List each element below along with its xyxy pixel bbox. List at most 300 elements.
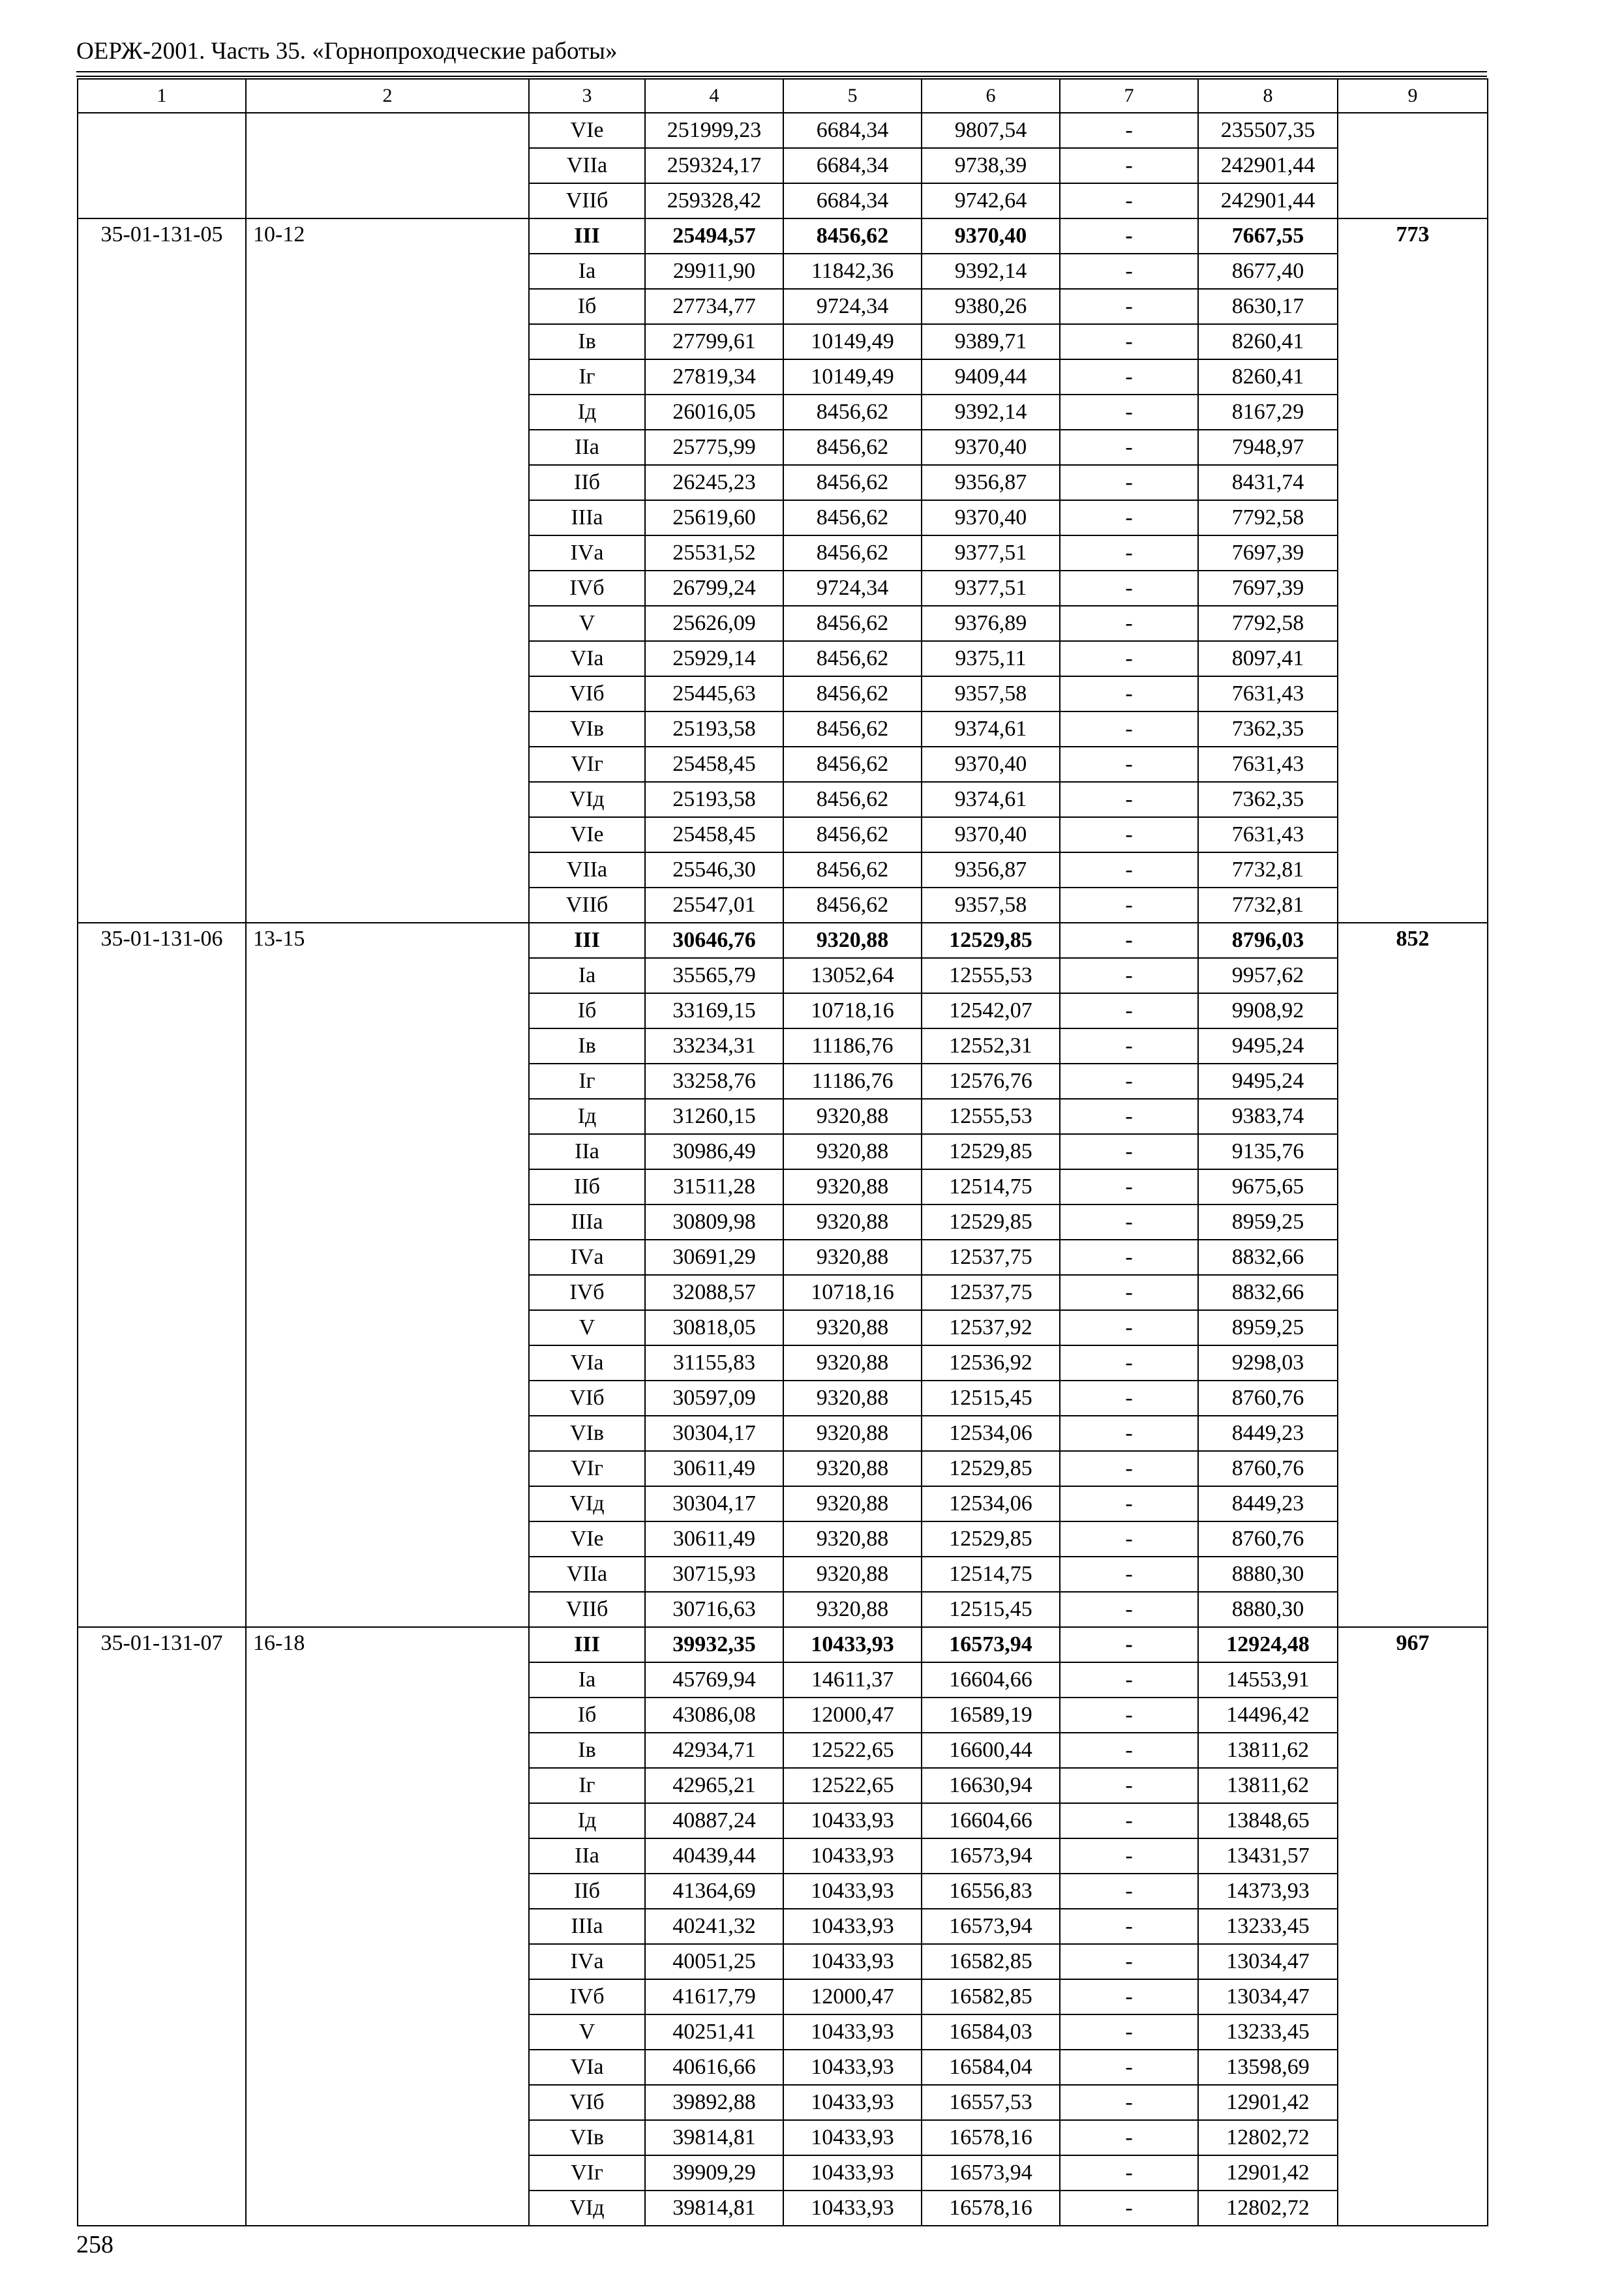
machinist-wages-cell: - bbox=[1060, 1451, 1198, 1486]
category-cell: VIб bbox=[529, 1381, 645, 1416]
total-cell: 30646,76 bbox=[645, 923, 783, 958]
category-cell: VIд bbox=[529, 2191, 645, 2226]
materials-cell: 8959,25 bbox=[1198, 1310, 1338, 1345]
total-cell: 26245,23 bbox=[645, 465, 783, 500]
materials-cell: 235507,35 bbox=[1198, 113, 1338, 148]
wages-cell: 10433,93 bbox=[783, 2155, 922, 2191]
machinist-wages-cell: - bbox=[1060, 2191, 1198, 2226]
machinist-wages-cell: - bbox=[1060, 500, 1198, 535]
category-cell: VIа bbox=[529, 2050, 645, 2085]
wages-cell: 10149,49 bbox=[783, 359, 922, 395]
table-row bbox=[78, 218, 1488, 254]
category-cell: VIIа bbox=[529, 1557, 645, 1592]
total-cell: 27819,34 bbox=[645, 359, 783, 395]
category-cell: III bbox=[529, 923, 645, 958]
materials-cell: 8097,41 bbox=[1198, 641, 1338, 676]
machinist-wages-cell: - bbox=[1060, 2050, 1198, 2085]
total-cell: 45769,94 bbox=[645, 1662, 783, 1698]
category-cell: IVб bbox=[529, 1275, 645, 1310]
machines-cell: 9409,44 bbox=[922, 359, 1060, 395]
machinist-wages-cell: - bbox=[1060, 359, 1198, 395]
machines-cell: 12534,06 bbox=[922, 1486, 1060, 1521]
column-number: 2 bbox=[246, 79, 529, 113]
wages-cell: 8456,62 bbox=[783, 606, 922, 641]
total-cell: 39892,88 bbox=[645, 2085, 783, 2120]
category-cell: VIв bbox=[529, 711, 645, 747]
machinist-wages-cell: - bbox=[1060, 606, 1198, 641]
category-cell: Iв bbox=[529, 324, 645, 359]
wages-cell: 8456,62 bbox=[783, 535, 922, 571]
materials-cell: 8260,41 bbox=[1198, 359, 1338, 395]
wages-cell: 9320,88 bbox=[783, 1521, 922, 1557]
wages-cell: 10433,93 bbox=[783, 1838, 922, 1874]
materials-cell: 7667,55 bbox=[1198, 218, 1338, 254]
machines-cell: 12534,06 bbox=[922, 1416, 1060, 1451]
category-cell: Iв bbox=[529, 1028, 645, 1064]
wages-cell: 8456,62 bbox=[783, 218, 922, 254]
wages-cell: 10433,93 bbox=[783, 1909, 922, 1944]
wages-cell: 6684,34 bbox=[783, 113, 922, 148]
category-cell: VIIб bbox=[529, 888, 645, 923]
total-cell: 25929,14 bbox=[645, 641, 783, 676]
machinist-wages-cell: - bbox=[1060, 1979, 1198, 2014]
materials-cell: 8880,30 bbox=[1198, 1592, 1338, 1627]
wages-cell: 8456,62 bbox=[783, 465, 922, 500]
wages-cell: 10433,93 bbox=[783, 2014, 922, 2050]
category-cell: Iг bbox=[529, 1064, 645, 1099]
category-cell: IIб bbox=[529, 1874, 645, 1909]
category-cell: Iа bbox=[529, 958, 645, 993]
materials-cell: 12924,48 bbox=[1198, 1627, 1338, 1662]
total-cell: 25445,63 bbox=[645, 676, 783, 711]
wages-cell: 14611,37 bbox=[783, 1662, 922, 1698]
table-row bbox=[78, 113, 1488, 148]
wages-cell: 9320,88 bbox=[783, 923, 922, 958]
machines-cell: 9377,51 bbox=[922, 535, 1060, 571]
materials-cell: 12802,72 bbox=[1198, 2191, 1338, 2226]
materials-cell: 8959,25 bbox=[1198, 1204, 1338, 1240]
materials-cell: 13233,45 bbox=[1198, 2014, 1338, 2050]
category-cell: VIе bbox=[529, 113, 645, 148]
total-cell: 25531,52 bbox=[645, 535, 783, 571]
machines-cell: 12537,75 bbox=[922, 1275, 1060, 1310]
materials-cell: 9908,92 bbox=[1198, 993, 1338, 1028]
total-cell: 40241,32 bbox=[645, 1909, 783, 1944]
category-cell: Iг bbox=[529, 1768, 645, 1803]
materials-cell: 13811,62 bbox=[1198, 1768, 1338, 1803]
machinist-wages-cell: - bbox=[1060, 1944, 1198, 1979]
materials-cell: 7631,43 bbox=[1198, 676, 1338, 711]
materials-cell: 14373,93 bbox=[1198, 1874, 1338, 1909]
wages-cell: 8456,62 bbox=[783, 782, 922, 817]
machinist-wages-cell: - bbox=[1060, 1345, 1198, 1381]
materials-cell: 14553,91 bbox=[1198, 1662, 1338, 1698]
machinist-wages-cell: - bbox=[1060, 1099, 1198, 1134]
machinist-wages-cell: - bbox=[1060, 1557, 1198, 1592]
total-cell: 41617,79 bbox=[645, 1979, 783, 2014]
category-cell: VIе bbox=[529, 1521, 645, 1557]
category-cell: V bbox=[529, 2014, 645, 2050]
range-cell bbox=[246, 113, 529, 218]
category-cell: IVа bbox=[529, 1240, 645, 1275]
machines-cell: 16573,94 bbox=[922, 1909, 1060, 1944]
machines-cell: 9370,40 bbox=[922, 817, 1060, 852]
materials-cell: 13034,47 bbox=[1198, 1944, 1338, 1979]
category-cell: Iв bbox=[529, 1733, 645, 1768]
rate-code-cell: 35-01-131-05 bbox=[78, 218, 246, 923]
wages-cell: 8456,62 bbox=[783, 711, 922, 747]
machinist-wages-cell: - bbox=[1060, 2014, 1198, 2050]
materials-cell: 12901,42 bbox=[1198, 2155, 1338, 2191]
total-cell: 30716,63 bbox=[645, 1592, 783, 1627]
category-cell: IIб bbox=[529, 1169, 645, 1204]
total-cell: 30304,17 bbox=[645, 1416, 783, 1451]
column-number: 4 bbox=[645, 79, 783, 113]
category-cell: IIIа bbox=[529, 500, 645, 535]
total-cell: 29911,90 bbox=[645, 254, 783, 289]
machines-cell: 12537,75 bbox=[922, 1240, 1060, 1275]
table-row bbox=[78, 923, 1488, 958]
machinist-wages-cell: - bbox=[1060, 1803, 1198, 1838]
machines-cell: 16573,94 bbox=[922, 1838, 1060, 1874]
wages-cell: 11842,36 bbox=[783, 254, 922, 289]
machines-cell: 9742,64 bbox=[922, 183, 1060, 218]
machines-cell: 16589,19 bbox=[922, 1698, 1060, 1733]
wages-cell: 13052,64 bbox=[783, 958, 922, 993]
machines-cell: 9370,40 bbox=[922, 430, 1060, 465]
machinist-wages-cell: - bbox=[1060, 1275, 1198, 1310]
machinist-wages-cell: - bbox=[1060, 465, 1198, 500]
column-number: 8 bbox=[1198, 79, 1338, 113]
total-cell: 33169,15 bbox=[645, 993, 783, 1028]
materials-cell: 8449,23 bbox=[1198, 1486, 1338, 1521]
machines-cell: 9357,58 bbox=[922, 888, 1060, 923]
total-cell: 40439,44 bbox=[645, 1838, 783, 1874]
category-cell: IVа bbox=[529, 535, 645, 571]
labor-cost-cell: 773 bbox=[1338, 218, 1488, 923]
materials-cell: 7631,43 bbox=[1198, 817, 1338, 852]
total-cell: 26016,05 bbox=[645, 395, 783, 430]
materials-cell: 13233,45 bbox=[1198, 1909, 1338, 1944]
wages-cell: 12522,65 bbox=[783, 1768, 922, 1803]
total-cell: 41364,69 bbox=[645, 1874, 783, 1909]
wages-cell: 10433,93 bbox=[783, 2191, 922, 2226]
machines-cell: 9392,14 bbox=[922, 254, 1060, 289]
wages-cell: 10433,93 bbox=[783, 1803, 922, 1838]
materials-cell: 8449,23 bbox=[1198, 1416, 1338, 1451]
machinist-wages-cell: - bbox=[1060, 852, 1198, 888]
wages-cell: 9320,88 bbox=[783, 1345, 922, 1381]
wages-cell: 8456,62 bbox=[783, 641, 922, 676]
machinist-wages-cell: - bbox=[1060, 1486, 1198, 1521]
category-cell: IIIа bbox=[529, 1204, 645, 1240]
machines-cell: 16600,44 bbox=[922, 1733, 1060, 1768]
materials-cell: 8832,66 bbox=[1198, 1240, 1338, 1275]
total-cell: 25626,09 bbox=[645, 606, 783, 641]
machines-cell: 16556,83 bbox=[922, 1874, 1060, 1909]
wages-cell: 9320,88 bbox=[783, 1451, 922, 1486]
machinist-wages-cell: - bbox=[1060, 1028, 1198, 1064]
total-cell: 27734,77 bbox=[645, 289, 783, 324]
materials-cell: 14496,42 bbox=[1198, 1698, 1338, 1733]
machinist-wages-cell: - bbox=[1060, 1733, 1198, 1768]
machinist-wages-cell: - bbox=[1060, 888, 1198, 923]
materials-cell: 9675,65 bbox=[1198, 1169, 1338, 1204]
category-cell: Iб bbox=[529, 1698, 645, 1733]
machinist-wages-cell: - bbox=[1060, 747, 1198, 782]
machinist-wages-cell: - bbox=[1060, 817, 1198, 852]
rate-code-cell: 35-01-131-06 bbox=[78, 923, 246, 1627]
wages-cell: 6684,34 bbox=[783, 148, 922, 183]
materials-cell: 242901,44 bbox=[1198, 148, 1338, 183]
machines-cell: 9356,87 bbox=[922, 465, 1060, 500]
column-number: 9 bbox=[1338, 79, 1488, 113]
machinist-wages-cell: - bbox=[1060, 993, 1198, 1028]
total-cell: 39932,35 bbox=[645, 1627, 783, 1662]
machines-cell: 12515,45 bbox=[922, 1381, 1060, 1416]
category-cell: VIIа bbox=[529, 852, 645, 888]
materials-cell: 8167,29 bbox=[1198, 395, 1338, 430]
materials-cell: 9135,76 bbox=[1198, 1134, 1338, 1169]
total-cell: 26799,24 bbox=[645, 571, 783, 606]
machines-cell: 12537,92 bbox=[922, 1310, 1060, 1345]
materials-cell: 7362,35 bbox=[1198, 711, 1338, 747]
wages-cell: 9320,88 bbox=[783, 1204, 922, 1240]
total-cell: 30809,98 bbox=[645, 1204, 783, 1240]
machinist-wages-cell: - bbox=[1060, 430, 1198, 465]
total-cell: 30691,29 bbox=[645, 1240, 783, 1275]
materials-cell: 7732,81 bbox=[1198, 888, 1338, 923]
category-cell: VIв bbox=[529, 1416, 645, 1451]
machines-cell: 12529,85 bbox=[922, 1134, 1060, 1169]
machinist-wages-cell: - bbox=[1060, 1521, 1198, 1557]
range-cell: 10-12 bbox=[246, 218, 529, 923]
category-cell: VIд bbox=[529, 1486, 645, 1521]
range-cell: 16-18 bbox=[246, 1627, 529, 2226]
category-cell: IIа bbox=[529, 1838, 645, 1874]
range-cell: 13-15 bbox=[246, 923, 529, 1627]
total-cell: 25546,30 bbox=[645, 852, 783, 888]
wages-cell: 8456,62 bbox=[783, 852, 922, 888]
machinist-wages-cell: - bbox=[1060, 676, 1198, 711]
machines-cell: 12576,76 bbox=[922, 1064, 1060, 1099]
total-cell: 31511,28 bbox=[645, 1169, 783, 1204]
wages-cell: 10433,93 bbox=[783, 2050, 922, 2085]
wages-cell: 9320,88 bbox=[783, 1169, 922, 1204]
column-number: 6 bbox=[922, 79, 1060, 113]
page-header: ОЕРЖ-2001. Часть 35. «Горнопроходческие работы» bbox=[76, 38, 618, 65]
total-cell: 30818,05 bbox=[645, 1310, 783, 1345]
machines-cell: 16582,85 bbox=[922, 1944, 1060, 1979]
rate-code-cell bbox=[78, 113, 246, 218]
machinist-wages-cell: - bbox=[1060, 571, 1198, 606]
machinist-wages-cell: - bbox=[1060, 254, 1198, 289]
wages-cell: 10433,93 bbox=[783, 1944, 922, 1979]
total-cell: 43086,08 bbox=[645, 1698, 783, 1733]
machinist-wages-cell: - bbox=[1060, 1662, 1198, 1698]
total-cell: 39814,81 bbox=[645, 2120, 783, 2155]
machinist-wages-cell: - bbox=[1060, 324, 1198, 359]
wages-cell: 8456,62 bbox=[783, 500, 922, 535]
materials-cell: 13431,57 bbox=[1198, 1838, 1338, 1874]
materials-cell: 242901,44 bbox=[1198, 183, 1338, 218]
category-cell: VIIб bbox=[529, 1592, 645, 1627]
machines-cell: 16578,16 bbox=[922, 2120, 1060, 2155]
machinist-wages-cell: - bbox=[1060, 2085, 1198, 2120]
machines-cell: 12514,75 bbox=[922, 1557, 1060, 1592]
labor-cost-cell: 967 bbox=[1338, 1627, 1488, 2226]
machines-cell: 16584,03 bbox=[922, 2014, 1060, 2050]
machines-cell: 9807,54 bbox=[922, 113, 1060, 148]
category-cell: VIа bbox=[529, 1345, 645, 1381]
category-cell: VIб bbox=[529, 676, 645, 711]
machinist-wages-cell: - bbox=[1060, 1310, 1198, 1345]
total-cell: 30611,49 bbox=[645, 1451, 783, 1486]
wages-cell: 10433,93 bbox=[783, 2120, 922, 2155]
total-cell: 31155,83 bbox=[645, 1345, 783, 1381]
wages-cell: 9724,34 bbox=[783, 289, 922, 324]
total-cell: 30597,09 bbox=[645, 1381, 783, 1416]
materials-cell: 7697,39 bbox=[1198, 571, 1338, 606]
materials-cell: 12901,42 bbox=[1198, 2085, 1338, 2120]
category-cell: IVа bbox=[529, 1944, 645, 1979]
machines-cell: 9374,61 bbox=[922, 711, 1060, 747]
header-rule-double bbox=[76, 76, 1487, 77]
machinist-wages-cell: - bbox=[1060, 1838, 1198, 1874]
wages-cell: 10433,93 bbox=[783, 1874, 922, 1909]
category-cell: III bbox=[529, 1627, 645, 1662]
machines-cell: 9389,71 bbox=[922, 324, 1060, 359]
total-cell: 40251,41 bbox=[645, 2014, 783, 2050]
machines-cell: 12555,53 bbox=[922, 1099, 1060, 1134]
wages-cell: 12522,65 bbox=[783, 1733, 922, 1768]
category-cell: IIа bbox=[529, 430, 645, 465]
machinist-wages-cell: - bbox=[1060, 113, 1198, 148]
total-cell: 35565,79 bbox=[645, 958, 783, 993]
total-cell: 30986,49 bbox=[645, 1134, 783, 1169]
machines-cell: 9738,39 bbox=[922, 148, 1060, 183]
category-cell: VIг bbox=[529, 1451, 645, 1486]
total-cell: 25193,58 bbox=[645, 782, 783, 817]
category-cell: IVб bbox=[529, 1979, 645, 2014]
total-cell: 30304,17 bbox=[645, 1486, 783, 1521]
machinist-wages-cell: - bbox=[1060, 641, 1198, 676]
total-cell: 30715,93 bbox=[645, 1557, 783, 1592]
table-row bbox=[78, 1627, 1488, 1662]
total-cell: 33234,31 bbox=[645, 1028, 783, 1064]
machines-cell: 9380,26 bbox=[922, 289, 1060, 324]
wages-cell: 11186,76 bbox=[783, 1028, 922, 1064]
machinist-wages-cell: - bbox=[1060, 1698, 1198, 1733]
wages-cell: 9724,34 bbox=[783, 571, 922, 606]
total-cell: 40616,66 bbox=[645, 2050, 783, 2085]
machinist-wages-cell: - bbox=[1060, 289, 1198, 324]
machines-cell: 16557,53 bbox=[922, 2085, 1060, 2120]
total-cell: 40051,25 bbox=[645, 1944, 783, 1979]
total-cell: 40887,24 bbox=[645, 1803, 783, 1838]
category-cell: Iб bbox=[529, 993, 645, 1028]
wages-cell: 10433,93 bbox=[783, 2085, 922, 2120]
machines-cell: 12529,85 bbox=[922, 1521, 1060, 1557]
category-cell: IVб bbox=[529, 571, 645, 606]
wages-cell: 10718,16 bbox=[783, 1275, 922, 1310]
materials-cell: 8677,40 bbox=[1198, 254, 1338, 289]
machinist-wages-cell: - bbox=[1060, 1627, 1198, 1662]
total-cell: 32088,57 bbox=[645, 1275, 783, 1310]
category-cell: VIб bbox=[529, 2085, 645, 2120]
labor-cost-cell bbox=[1338, 113, 1488, 218]
category-cell: V bbox=[529, 1310, 645, 1345]
wages-cell: 9320,88 bbox=[783, 1381, 922, 1416]
wages-cell: 9320,88 bbox=[783, 1557, 922, 1592]
category-cell: VIIб bbox=[529, 183, 645, 218]
total-cell: 25547,01 bbox=[645, 888, 783, 923]
wages-cell: 8456,62 bbox=[783, 676, 922, 711]
machinist-wages-cell: - bbox=[1060, 711, 1198, 747]
total-cell: 42934,71 bbox=[645, 1733, 783, 1768]
total-cell: 259328,42 bbox=[645, 183, 783, 218]
materials-cell: 13034,47 bbox=[1198, 1979, 1338, 2014]
wages-cell: 8456,62 bbox=[783, 817, 922, 852]
machines-cell: 12542,07 bbox=[922, 993, 1060, 1028]
wages-cell: 12000,47 bbox=[783, 1698, 922, 1733]
machines-cell: 16578,16 bbox=[922, 2191, 1060, 2226]
materials-cell: 8796,03 bbox=[1198, 923, 1338, 958]
materials-cell: 8880,30 bbox=[1198, 1557, 1338, 1592]
table-body bbox=[78, 79, 1488, 2226]
machines-cell: 9370,40 bbox=[922, 747, 1060, 782]
machines-cell: 12514,75 bbox=[922, 1169, 1060, 1204]
wages-cell: 10718,16 bbox=[783, 993, 922, 1028]
wages-cell: 6684,34 bbox=[783, 183, 922, 218]
machinist-wages-cell: - bbox=[1060, 1169, 1198, 1204]
category-cell: VIа bbox=[529, 641, 645, 676]
machinist-wages-cell: - bbox=[1060, 1416, 1198, 1451]
category-cell: Iа bbox=[529, 254, 645, 289]
wages-cell: 9320,88 bbox=[783, 1416, 922, 1451]
category-cell: Iб bbox=[529, 289, 645, 324]
wages-cell: 11186,76 bbox=[783, 1064, 922, 1099]
machines-cell: 12529,85 bbox=[922, 1204, 1060, 1240]
materials-cell: 8431,74 bbox=[1198, 465, 1338, 500]
wages-cell: 9320,88 bbox=[783, 1240, 922, 1275]
wages-cell: 10433,93 bbox=[783, 1627, 922, 1662]
total-cell: 42965,21 bbox=[645, 1768, 783, 1803]
total-cell: 27799,61 bbox=[645, 324, 783, 359]
machines-cell: 16630,94 bbox=[922, 1768, 1060, 1803]
machines-cell: 9377,51 bbox=[922, 571, 1060, 606]
page-number: 258 bbox=[76, 2231, 113, 2258]
category-cell: III bbox=[529, 218, 645, 254]
rates-table bbox=[77, 78, 1488, 2226]
materials-cell: 13598,69 bbox=[1198, 2050, 1338, 2085]
total-cell: 251999,23 bbox=[645, 113, 783, 148]
category-cell: V bbox=[529, 606, 645, 641]
category-cell: VIг bbox=[529, 2155, 645, 2191]
materials-cell: 13811,62 bbox=[1198, 1733, 1338, 1768]
materials-cell: 8760,76 bbox=[1198, 1381, 1338, 1416]
labor-cost-cell: 852 bbox=[1338, 923, 1488, 1627]
materials-cell: 8630,17 bbox=[1198, 289, 1338, 324]
materials-cell: 7792,58 bbox=[1198, 500, 1338, 535]
column-number: 1 bbox=[78, 79, 246, 113]
machinist-wages-cell: - bbox=[1060, 1134, 1198, 1169]
wages-cell: 9320,88 bbox=[783, 1310, 922, 1345]
materials-cell: 7631,43 bbox=[1198, 747, 1338, 782]
machines-cell: 16573,94 bbox=[922, 2155, 1060, 2191]
category-cell: VIIа bbox=[529, 148, 645, 183]
total-cell: 39814,81 bbox=[645, 2191, 783, 2226]
